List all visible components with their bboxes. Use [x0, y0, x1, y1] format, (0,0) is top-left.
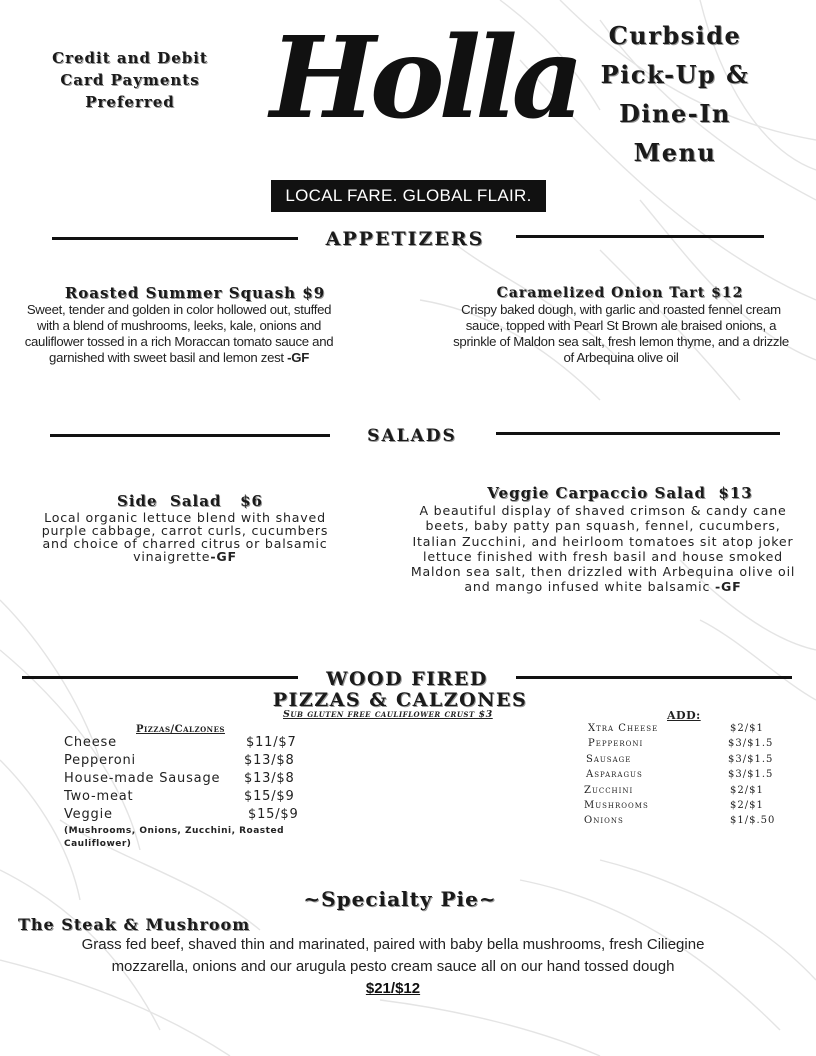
- logo-tagline: LOCAL FARE. GLOBAL FLAIR.: [271, 180, 546, 212]
- note-line: (Mushrooms, Onions, Zucchini, Roasted: [64, 826, 285, 836]
- description-line: mozzarella, onions and our arugula pesto cream sauce all on our hand tossed dough: [111, 958, 675, 975]
- add-on-name: Xtra Cheese: [588, 723, 659, 734]
- description-line: Maldon sea salt, then drizzled with Arbequina olive oil: [410, 564, 796, 580]
- pizza-row: [64, 735, 304, 750]
- add-on-price: $2/$1: [730, 800, 764, 811]
- add-on-name: Sausage: [586, 754, 632, 765]
- section-rule-left: [50, 434, 330, 437]
- add-on-name: Mushrooms: [584, 800, 649, 811]
- menu-title-line: Pick-Up &: [600, 60, 750, 89]
- menu-title-line: Dine-In: [619, 99, 731, 128]
- pizza-price: $11/$7: [246, 735, 297, 750]
- pizza-name: Veggie: [64, 807, 113, 822]
- description-line: beets, baby patty pan squash, fennel, cucumbers,: [425, 518, 781, 534]
- description-line: vinaigrette-GF: [133, 549, 237, 564]
- add-on-row: [584, 815, 774, 826]
- pizza-price: $13/$8: [244, 771, 295, 786]
- menu-item-description: [6, 302, 352, 366]
- veggie-toppings-note: [64, 825, 324, 851]
- description-line: with a blend of mushrooms, leeks, kale, onions and: [36, 318, 322, 333]
- section-rule-right: [496, 432, 780, 435]
- gluten-free-tag: -GF: [715, 579, 742, 595]
- pizzas-heading-line1: WOOD FIRED: [326, 668, 488, 690]
- pizza-row: [64, 753, 304, 768]
- specialty-price: $21/$12: [365, 980, 421, 997]
- section-rule-left: [22, 676, 298, 679]
- add-ons-header: ADD:: [667, 709, 701, 722]
- add-on-name: Pepperoni: [588, 738, 644, 749]
- description-line: lettuce finished with fresh basil and house smoked: [423, 548, 783, 564]
- description-line: and choice of charred citrus or balsamic: [42, 536, 328, 551]
- menu-title: [570, 16, 780, 172]
- payment-note-line: Preferred: [85, 93, 175, 111]
- description-line: purple cabbage, carrot curls, cucumbers: [41, 523, 329, 538]
- pizza-price: $13/$8: [244, 753, 295, 768]
- menu-title-line: Menu: [633, 138, 717, 167]
- pizza-row: [64, 771, 304, 786]
- menu-item-name: Veggie Carpaccio Salad $13: [487, 484, 753, 502]
- description-line: and mango infused white balsamic -GF: [464, 579, 742, 595]
- note-line: Cauliflower): [64, 839, 132, 849]
- add-on-price: $2/$1: [730, 723, 764, 734]
- gluten-free-crust-note: Sub gluten free cauliflower crust $3: [283, 709, 493, 720]
- holla-logo: [266, 0, 579, 215]
- specialty-item-description: [20, 934, 766, 978]
- add-on-name: Onions: [584, 815, 624, 826]
- gluten-free-tag: -GF: [287, 350, 309, 365]
- pizza-price: $15/$9: [244, 789, 295, 804]
- pizza-row: [64, 807, 304, 822]
- description-line: Italian Zucchini, and heirloom tomatoes sit atop joker: [412, 533, 794, 549]
- appetizers-heading: APPETIZERS: [325, 228, 485, 250]
- menu-item-description: [20, 511, 350, 563]
- add-on-row: [588, 738, 778, 749]
- pizzas-heading-line2: PIZZAS & CALZONES: [272, 689, 528, 711]
- add-on-row: [586, 754, 776, 765]
- logo-script: Holla: [270, 13, 579, 144]
- description-line: of Arbequina olive oil: [563, 350, 679, 365]
- menu-item-name: Side Salad $6: [116, 492, 263, 510]
- description-line: sauce, topped with Pearl St Brown ale braised onions, a: [465, 318, 777, 333]
- section-rule-right: [516, 676, 792, 679]
- add-on-price: $3/$1.5: [728, 769, 774, 780]
- add-on-price: $1/$.50: [730, 815, 776, 826]
- salads-heading: SALADS: [367, 426, 457, 446]
- gluten-free-tag: -GF: [210, 549, 237, 564]
- specialty-item-name: The Steak & Mushroom: [18, 915, 251, 934]
- specialty-heading: ~Specialty Pie~: [303, 887, 497, 911]
- add-on-row: [584, 785, 774, 796]
- description-line: sprinkle of Maldon sea salt, fresh lemon thyme, and a drizzle: [453, 334, 789, 349]
- add-on-row: [588, 723, 778, 734]
- menu-title-line: Curbside: [608, 21, 742, 50]
- description-line: Crispy baked dough, with garlic and roasted fennel cream: [461, 302, 781, 317]
- pizza-name: Pepperoni: [64, 753, 136, 768]
- add-on-row: [586, 769, 776, 780]
- menu-item-name: Roasted Summer Squash $9: [64, 284, 326, 302]
- add-on-row: [584, 800, 774, 811]
- menu-item-name: Caramelized Onion Tart $12: [496, 285, 744, 301]
- payment-note-line: Card Payments: [60, 71, 200, 89]
- pizza-row: [64, 789, 304, 804]
- pizzas-column-header: Pizzas/Calzones: [136, 724, 225, 735]
- pizza-name: Cheese: [64, 735, 117, 750]
- description-line: cauliflower tossed in a rich Moraccan tomato sauce and: [24, 334, 334, 349]
- description-line: Local organic lettuce blend with shaved: [44, 510, 326, 525]
- section-rule-left: [52, 237, 298, 240]
- pizza-name: Two-meat: [64, 789, 134, 804]
- pizza-price: $15/$9: [248, 807, 299, 822]
- add-on-price: $3/$1.5: [728, 754, 774, 765]
- description-line: Sweet, tender and golden in color hollowed out, stuffed: [26, 302, 332, 317]
- description-line: Grass fed beef, shaved thin and marinated, paired with baby bella mushrooms, fresh Ciliegine: [81, 936, 705, 953]
- description-line: garnished with sweet basil and lemon zest -GF: [49, 350, 309, 365]
- add-on-price: $2/$1: [730, 785, 764, 796]
- menu-item-description: [432, 302, 810, 366]
- payment-note-line: Credit and Debit: [52, 49, 208, 67]
- payment-note: [30, 47, 230, 113]
- description-line: A beautiful display of shaved crimson & candy cane: [419, 503, 787, 518]
- pizza-name: House-made Sausage: [64, 771, 221, 786]
- menu-item-description: [394, 503, 812, 595]
- add-on-price: $3/$1.5: [728, 738, 774, 749]
- section-rule-right: [516, 235, 764, 238]
- add-on-name: Asparagus: [586, 769, 643, 780]
- add-on-name: Zucchini: [584, 785, 634, 796]
